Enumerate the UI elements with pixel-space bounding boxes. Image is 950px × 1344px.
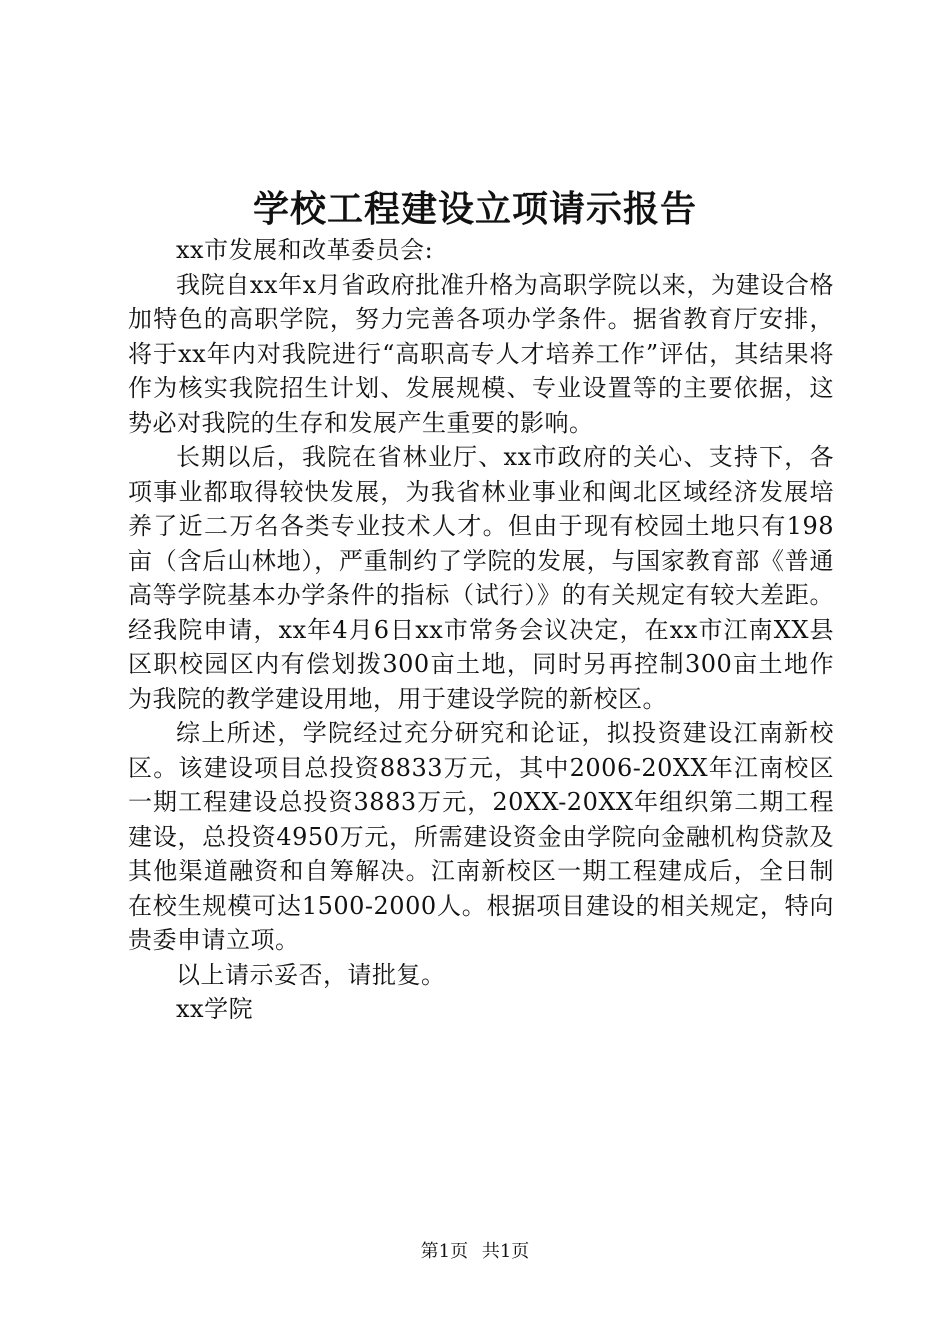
body-paragraph-3: 综上所述，学院经过充分研究和论证，拟投资建设江南新校区。该建设项目总投资8833万元，其中2006-20XX年江南校区一期工程建设总投资3883万元，20XX-20XX年组织第二期工程建设，总投资4950万元，所需建设资金由学院向金融机构贷款及其他渠道融资和自筹解决。江南新校区一期工程建成后，全日制在校生规模可达1500-2000人。根据项目建设的相关规定，特向贵委申请立项。 — [128, 719, 834, 954]
document-title: 学校工程建设立项请示报告 — [252, 188, 697, 230]
page-footer — [0, 1240, 950, 1264]
signature: xx学院 — [176, 995, 254, 1023]
body-paragraph-1: 我院自xx年x月省政府批准升格为高职学院以来，为建设合格加特色的高职学院，努力完善各项办学条件。据省教育厅安排，将于xx年内对我院进行“高职高专人才培养工作”评估，其结果将作为核实我院招生计划、发展规模、专业设置等的主要依据，这势必对我院的生存和发展产生重要的影响。 — [128, 270, 834, 437]
closing-request: 以上请示妥否，请批复。 — [176, 960, 446, 989]
salutation: xx市发展和改革委员会: — [176, 236, 434, 264]
page-total: 共1页 — [481, 1241, 530, 1262]
page-number: 第1页 — [420, 1241, 469, 1262]
document-body — [128, 233, 834, 1027]
body-paragraph-2: 长期以后，我院在省林业厅、xx市政府的关心、支持下，各项事业都取得较快发展，为我省林业事业和闽北区域经济发展培养了近二万名各类专业技术人才。但由于现有校园土地只有198亩（含后山林地），严重制约了学院的发展，与国家教育部《普通高等学院基本办学条件的指标（试行）》的有关规定有较大差距。经我院申请，xx年4月6日xx市常务会议决定，在xx市江南XX县区职校园区内有偿划拨300亩土地，同时另再控制300亩土地作为我院的教学建设用地，用于建设学院的新校区。 — [128, 443, 834, 713]
